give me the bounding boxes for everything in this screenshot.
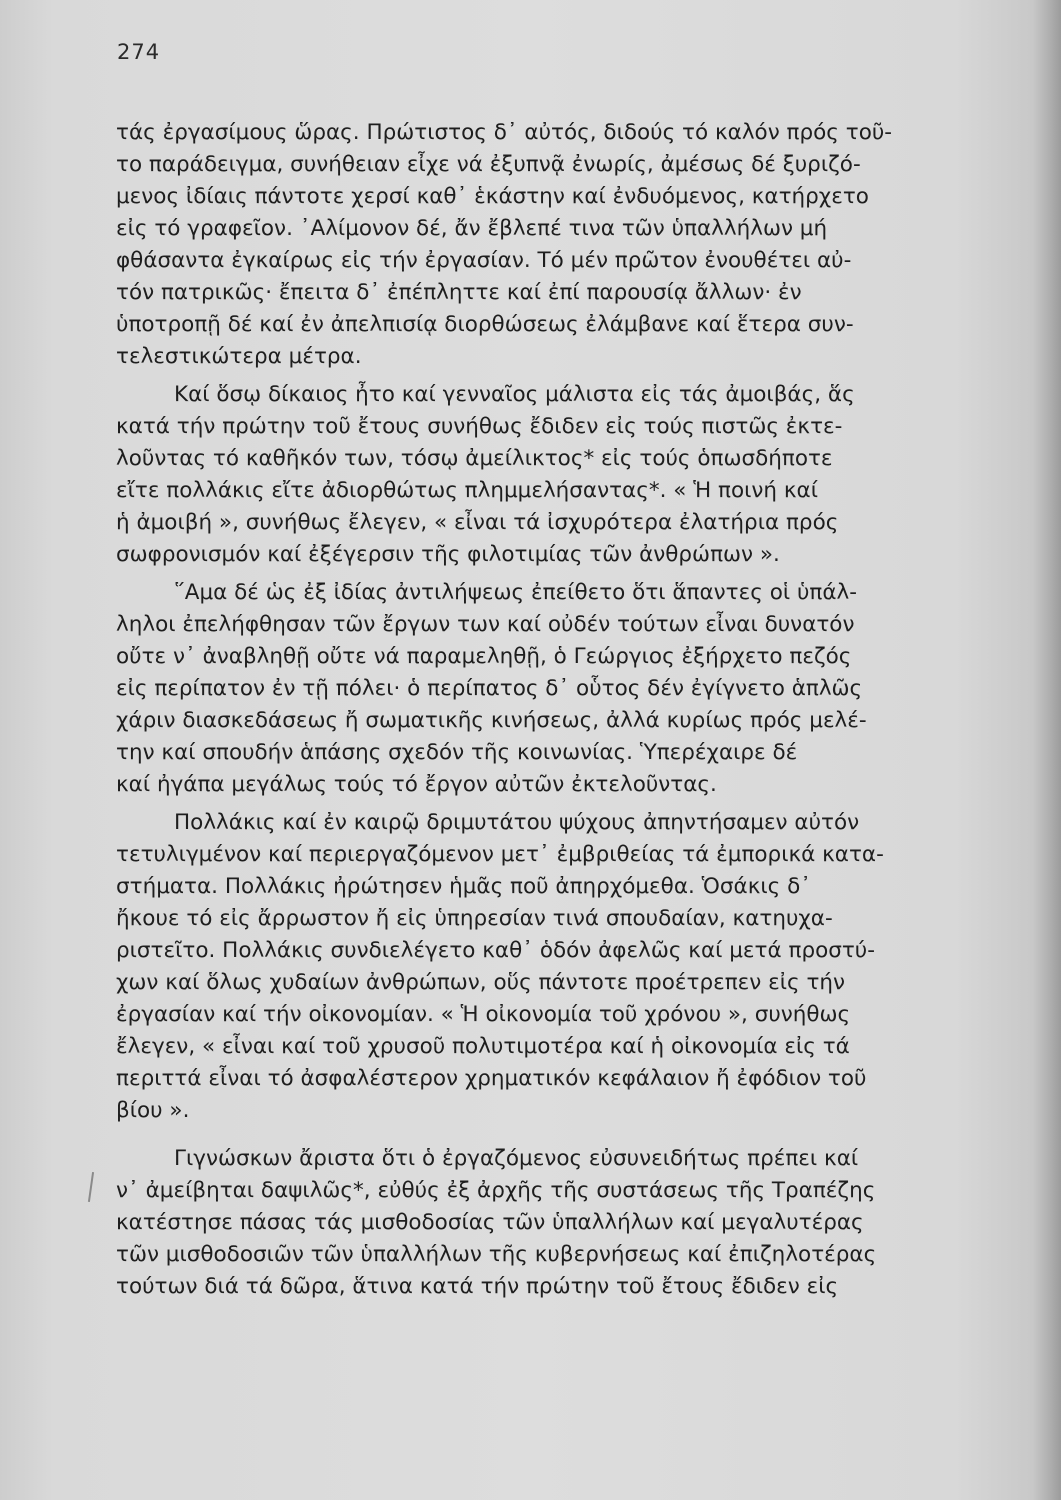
text-line: βίου ».: [116, 1098, 190, 1123]
text-line: περιττά εἶναι τό ἀσφαλέστερον χρηματικόν κεφάλαιον ἤ ἐφόδιον τοῦ: [116, 1066, 867, 1091]
text-line: εἴτε πολλάκις εἴτε ἀδιορθώτως πλημμελήσαντας*. « Ἡ ποινή καί: [116, 478, 819, 503]
text-line: τάς ἐργασίμους ὥρας. Πρώτιστος δ᾽ αὐτός, διδούς τό καλόν πρός τοῦ-: [116, 120, 893, 145]
text-line: τούτων διά τά δῶρα, ἅτινα κατά τήν πρώτην τοῦ ἔτους ἔδιδεν εἰς: [116, 1274, 839, 1299]
text-line: ληλοι ἐπελήφθησαν τῶν ἔργων των καί οὐδέν τούτων εἶναι δυνατόν: [116, 612, 855, 637]
text-line: τετυλιγμένον καί περιεργαζόμενον μετ᾽ ἐμβριθείας τά ἐμπορικά κατα-: [116, 842, 884, 867]
text-line: στήματα. Πολλάκις ἠρώτησεν ἡμᾶς ποῦ ἀπηρχόμεθα. Ὁσάκις δ᾽: [116, 874, 812, 899]
text-line: εἰς τό γραφεῖον. ᾽Αλίμονον δέ, ἄν ἔβλεπέ τινα τῶν ὑπαλλήλων μή: [116, 216, 828, 241]
text-line: ῞Αμα δέ ὡς ἐξ ἰδίας ἀντιλήψεως ἐπείθετο ὅτι ἅπαντες οἱ ὑπάλ-: [174, 580, 857, 605]
text-line: χων καί ὅλως χυδαίων ἀνθρώπων, οὕς πάντοτε προέτρεπεν εἰς τήν: [116, 970, 846, 995]
text-line: ν᾽ ἀμείβηται δαψιλῶς*, εὐθύς ἐξ ἀρχῆς τῆς συστάσεως τῆς Τραπέζης: [116, 1178, 876, 1203]
text-line: μενος ἰδίαις πάντοτε χερσί καθ᾽ ἑκάστην καί ἐνδυόμενος, κατήρχετο: [116, 184, 869, 209]
text-line: εἰς περίπατον ἐν τῇ πόλει· ὁ περίπατος δ᾽ οὗτος δέν ἐγίγνετο ἁπλῶς: [116, 676, 863, 701]
page-edge-shadow: [1033, 0, 1061, 1500]
text-line: τελεστικώτερα μέτρα.: [116, 344, 362, 369]
text-line: φθάσαντα ἐγκαίρως εἰς τήν ἐργασίαν. Τό μέν πρῶτον ἐνουθέτει αὐ-: [116, 248, 852, 273]
text-line: ριστεῖτο. Πολλάκις συνδιελέγετο καθ᾽ ὁδόν ἀφελῶς καί μετά προστύ-: [116, 938, 876, 963]
text-line: ἡ ἀμοιβή », συνήθως ἔλεγεν, « εἶναι τά ἰσχυρότερα ἐλατήρια πρός: [116, 510, 839, 535]
text-line: λοῦντας τό καθῆκόν των, τόσῳ ἀμείλικτος* εἰς τούς ὁπωσδήποτε: [116, 446, 833, 471]
text-line: οὔτε ν᾽ ἀναβληθῇ οὔτε νά παραμεληθῇ, ὁ Γεώργιος ἐξήρχετο πεζός: [116, 644, 852, 669]
text-line: καί ἠγάπα μεγάλως τούς τό ἔργον αὐτῶν ἐκτελοῦντας.: [116, 772, 717, 797]
text-line: χάριν διασκεδάσεως ἤ σωματικῆς κινήσεως, ἀλλά κυρίως πρός μελέ-: [116, 708, 867, 733]
text-line: ἐργασίαν καί τήν οἰκονομίαν. « Ἡ οἰκονομία τοῦ χρόνου », συνήθως: [116, 1002, 851, 1027]
text-line: Πολλάκις καί ἐν καιρῷ δριμυτάτου ψύχους ἀπηντήσαμεν αὐτόν: [174, 810, 860, 835]
text-line: κατέστησε πάσας τάς μισθοδοσίας τῶν ὑπαλλήλων καί μεγαλυτέρας: [116, 1210, 864, 1235]
paragraph-2: [116, 379, 964, 571]
paragraph-spacer: [116, 1133, 964, 1143]
page-number: 274: [117, 40, 161, 64]
text-line: σωφρονισμόν καί ἐξέγερσιν τῆς φιλοτιμίας τῶν ἀνθρώπων ».: [116, 542, 780, 567]
text-line: το παράδειγμα, συνήθειαν εἶχε νά ἐξυπνᾷ ἐνωρίς, ἀμέσως δέ ξυριζό-: [116, 152, 861, 177]
text-line: Καί ὅσῳ δίκαιος ἦτο καί γενναῖος μάλιστα εἰς τάς ἀμοιβάς, ἅς: [174, 382, 855, 407]
text-line: Γιγνώσκων ἄριστα ὅτι ὁ ἐργαζόμενος εὐσυνειδήτως πρέπει καί: [174, 1146, 859, 1171]
body-text: [116, 117, 964, 1309]
text-line: ὑποτροπῇ δέ καί ἐν ἀπελπισίᾳ διορθώσεως ἐλάμβανε καί ἕτερα συν-: [116, 312, 854, 337]
paragraph-5: [116, 1143, 964, 1303]
text-line: την καί σπουδήν ἁπάσης σχεδόν τῆς κοινωνίας. Ὑπερέχαιρε δέ: [116, 740, 798, 765]
text-line: τῶν μισθοδοσιῶν τῶν ὑπαλλήλων τῆς κυβερνήσεως καί ἐπιζηλοτέρας: [116, 1242, 877, 1267]
text-line: ἤκουε τό εἰς ἄρρωστον ἤ εἰς ὑπηρεσίαν τινά σπουδαίαν, κατηυχα-: [116, 906, 833, 931]
margin-pencil-mark: [88, 1172, 94, 1202]
text-line: ἔλεγεν, « εἶναι καί τοῦ χρυσοῦ πολυτιμοτέρα καί ἡ οἰκονομία εἰς τά: [116, 1034, 850, 1059]
paragraph-3: [116, 577, 964, 801]
text-line: τόν πατρικῶς· ἔπειτα δ᾽ ἐπέπληττε καί ἐπί παρουσίᾳ ἄλλων· ἐν: [116, 280, 802, 305]
paragraph-1: [116, 117, 964, 373]
text-line: κατά τήν πρώτην τοῦ ἔτους συνήθως ἔδιδεν εἰς τούς πιστῶς ἐκτε-: [116, 414, 843, 439]
paragraph-4: [116, 807, 964, 1127]
